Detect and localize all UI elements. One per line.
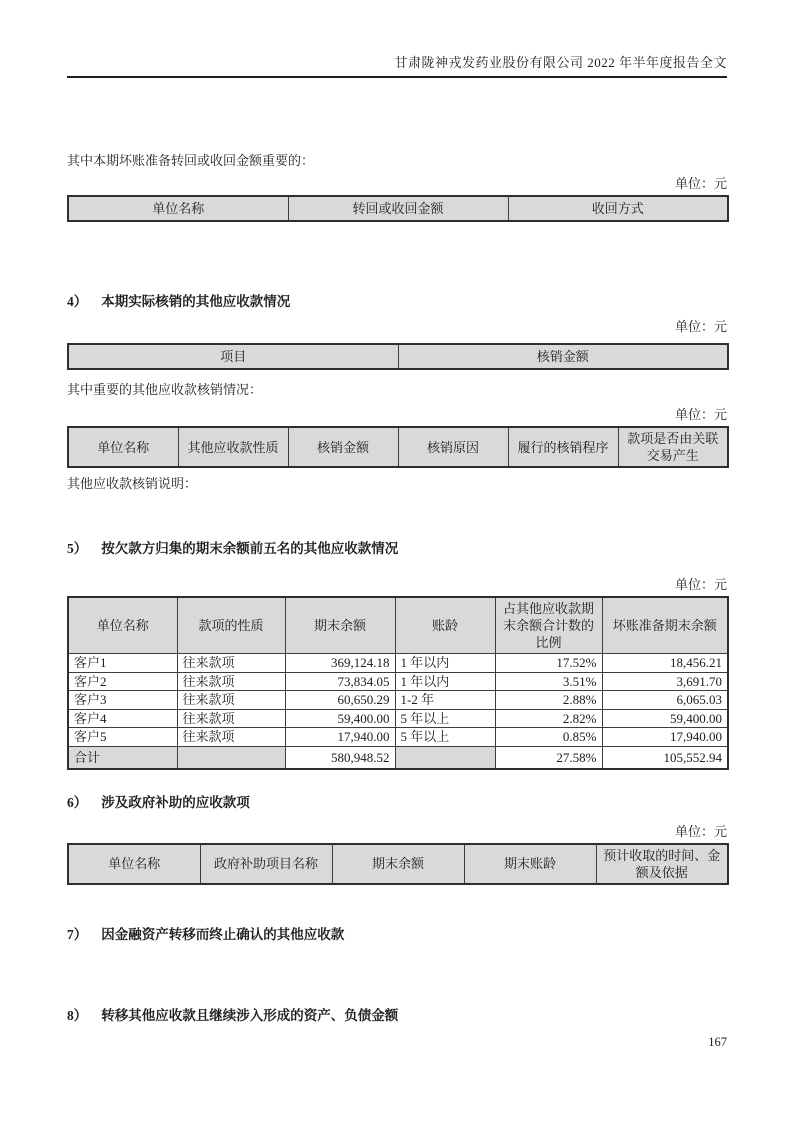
section-title: 涉及政府补助的应收款项: [101, 794, 250, 810]
unit-label: 单位：元: [674, 407, 727, 422]
table-header-row: [68, 597, 728, 654]
table-cell: 27.58%: [495, 746, 602, 769]
table-cell: 往来款项: [177, 654, 285, 673]
top5-other-receivables-table: [67, 596, 729, 770]
table-header-row: [68, 844, 728, 884]
unit-label: 单位：元: [674, 823, 727, 839]
section-heading-5: [67, 540, 727, 558]
table-header-cell: 期末余额: [332, 844, 464, 884]
writeoff-summary-table: [67, 343, 729, 370]
table-cell: 17,940.00: [285, 728, 395, 747]
table-cell: 合计: [68, 746, 177, 769]
table-cell: 5 年以上: [395, 709, 495, 728]
table-header-row: [68, 344, 728, 369]
table-header-row: [68, 427, 728, 467]
intro-paragraph: 其中本期坏账准备转回或收回金额重要的：: [67, 153, 315, 168]
table-header-cell: 项目: [68, 344, 398, 369]
table-header-cell: 期末账龄: [464, 844, 596, 884]
table-header-cell: 核销原因: [398, 427, 508, 467]
table-header-cell: 款项的性质: [177, 597, 285, 654]
table-header-cell: 收回方式: [508, 196, 728, 221]
table-cell: 6,065.03: [602, 691, 728, 710]
table-row-customer4: [68, 709, 728, 728]
document-header-title: 甘肃陇神戎发药业股份有限公司 2022 年半年度报告全文: [394, 55, 727, 70]
table-header-cell: 账龄: [395, 597, 495, 654]
table-header-cell: 单位名称: [68, 597, 177, 654]
table-cell: 73,834.05: [285, 672, 395, 691]
table-cell: 客户1: [68, 654, 177, 673]
table-cell: 客户3: [68, 691, 177, 710]
section-number: 5）: [67, 541, 88, 556]
table-cell: [395, 746, 495, 769]
table-cell: 客户2: [68, 672, 177, 691]
table-cell: 往来款项: [177, 709, 285, 728]
table-cell: 客户5: [68, 728, 177, 747]
table-header-cell: 预计收取的时间、金额及依据: [596, 844, 728, 884]
table-header-cell: 期末余额: [285, 597, 395, 654]
table-cell: 往来款项: [177, 691, 285, 710]
section-heading-8: [67, 1007, 727, 1025]
section-heading-6: [67, 794, 727, 812]
table-cell: 往来款项: [177, 672, 285, 691]
document-header: [67, 0, 727, 78]
table-header-cell: 款项是否由关联交易产生: [618, 427, 728, 467]
section-number: 8）: [67, 1007, 88, 1023]
table-header-cell: 单位名称: [68, 427, 178, 467]
unit-label: 单位：元: [674, 577, 727, 592]
table-header-cell: 单位名称: [68, 844, 200, 884]
section-number: 6）: [67, 794, 88, 810]
table-cell: 0.85%: [495, 728, 602, 747]
table-header-row: [68, 196, 728, 221]
table-header-cell: 核销金额: [288, 427, 398, 467]
table-header-cell: 其他应收款性质: [178, 427, 288, 467]
table-header-cell: 占其他应收款期末余额合计数的比例: [495, 597, 602, 654]
table-cell: 1 年以内: [395, 672, 495, 691]
section-title: 转移其他应收款且继续涉入形成的资产、负债金额: [101, 1007, 399, 1023]
table-cell: 369,124.18: [285, 654, 395, 673]
table-cell: 3.51%: [495, 672, 602, 691]
note-writeoff-description: 其他应收款核销说明：: [67, 476, 198, 491]
table-cell: 客户4: [68, 709, 177, 728]
section-heading-4: [67, 293, 727, 311]
table-cell: 5 年以上: [395, 728, 495, 747]
table-row-customer2: [68, 672, 728, 691]
table-cell: 2.82%: [495, 709, 602, 728]
table-cell: [177, 746, 285, 769]
table-cell: 2.88%: [495, 691, 602, 710]
section-title: 本期实际核销的其他应收款情况: [101, 294, 291, 309]
table-cell: 1 年以内: [395, 654, 495, 673]
table-cell: 3,691.70: [602, 672, 728, 691]
table-header-cell: 履行的核销程序: [508, 427, 618, 467]
table-row-customer3: [68, 691, 728, 710]
table-row-customer5: [68, 728, 728, 747]
table-header-cell: 政府补助项目名称: [200, 844, 332, 884]
table-cell: 59,400.00: [285, 709, 395, 728]
reversal-recovery-table: [67, 195, 729, 222]
page-number: 167: [708, 1035, 727, 1049]
table-cell: 580,948.52: [285, 746, 395, 769]
table-cell: 17,940.00: [602, 728, 728, 747]
table-row-total: [68, 746, 728, 769]
table-cell: 往来款项: [177, 728, 285, 747]
table-header-cell: 核销金额: [398, 344, 728, 369]
table-header-cell: 坏账准备期末余额: [602, 597, 728, 654]
table-header-cell: 单位名称: [68, 196, 288, 221]
unit-label: 单位：元: [674, 319, 727, 334]
section-heading-7: [67, 926, 727, 944]
table-cell: 1-2 年: [395, 691, 495, 710]
unit-label: 单位：元: [674, 176, 727, 191]
table-cell: 60,650.29: [285, 691, 395, 710]
government-subsidy-table: [67, 843, 729, 885]
section-title: 因金融资产转移而终止确认的其他应收款: [101, 926, 345, 942]
section-number: 7）: [67, 926, 88, 942]
section-title: 按欠款方归集的期末余额前五名的其他应收款情况: [101, 541, 399, 556]
table-cell: 17.52%: [495, 654, 602, 673]
table-cell: 18,456.21: [602, 654, 728, 673]
table-header-cell: 转回或收回金额: [288, 196, 508, 221]
table-cell: 105,552.94: [602, 746, 728, 769]
section-number: 4）: [67, 294, 88, 309]
note-important-writeoffs: 其中重要的其他应收款核销情况：: [67, 382, 263, 397]
table-row-customer1: [68, 654, 728, 673]
table-cell: 59,400.00: [602, 709, 728, 728]
writeoff-detail-table: [67, 426, 729, 468]
